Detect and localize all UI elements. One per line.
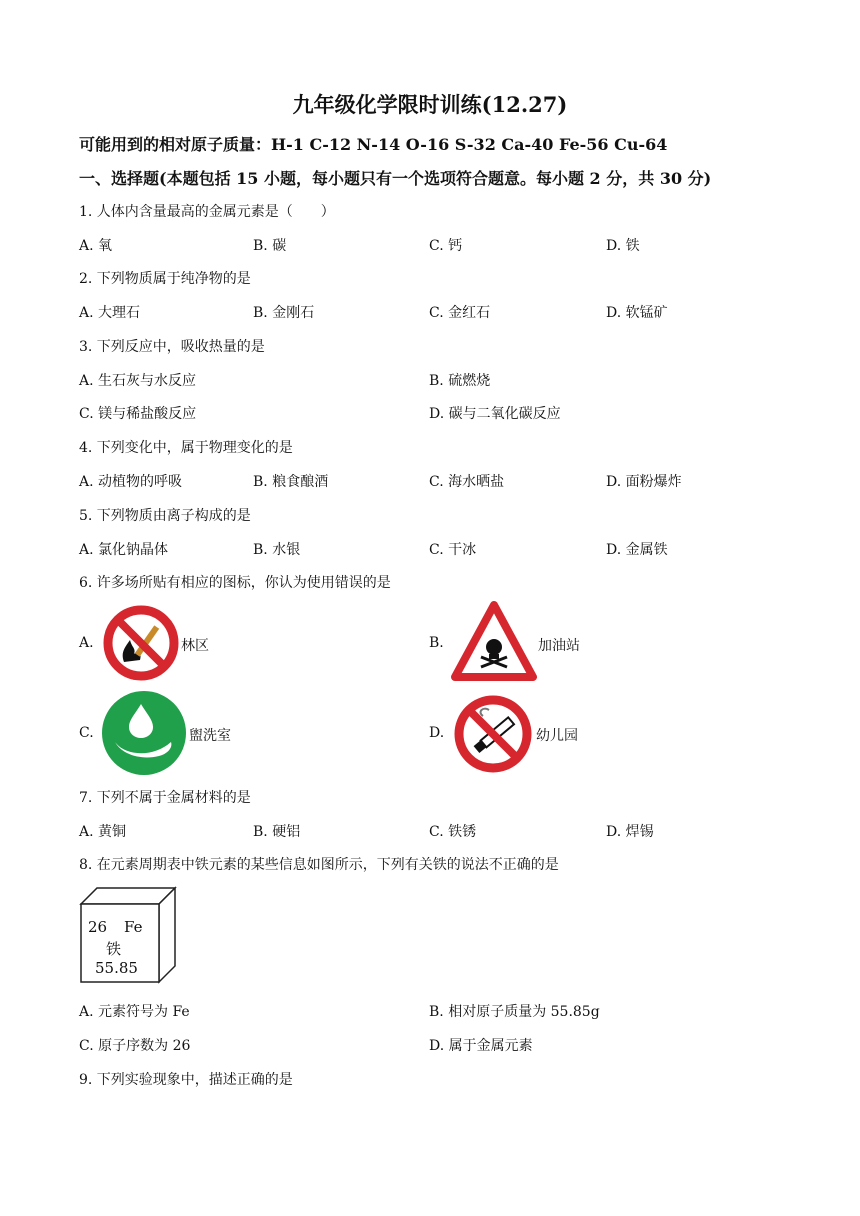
option-c[interactable]: C. 原子序数为 26 [79,1038,191,1054]
question-stem: 3. 下列反应中，吸收热量的是 [79,339,265,355]
page-title: 九年级化学限时训练(12.27) [292,92,568,117]
option-c[interactable]: C. 铁锈 [429,824,477,840]
option-a[interactable]: A. 动植物的呼吸 [79,474,183,490]
question-stem: 9. 下列实验现象中，描述正确的是 [79,1072,293,1088]
option-d[interactable]: D. 属于金属元素 [429,1038,533,1054]
option-a[interactable]: A. [79,635,94,651]
option-a[interactable]: A. 大理石 [79,305,141,321]
option-b[interactable]: B. [429,635,444,651]
no-smoking-sign-icon [453,694,533,774]
option-b[interactable]: B. 硬铝 [253,824,301,840]
question-stem: 6. 许多场所贴有相应的图标，你认为使用错误的是 [79,575,391,591]
option-c[interactable]: C. 干冰 [429,542,477,558]
atomic-mass: 55.85 [95,959,138,977]
option-a[interactable]: A. 氯化钠晶体 [79,542,169,558]
option-b[interactable]: B. 水银 [253,542,301,558]
option-d[interactable]: D. 面粉爆炸 [606,474,682,490]
question-stem: 7. 下列不属于金属材料的是 [79,790,251,806]
option-d[interactable]: D. 金属铁 [606,542,668,558]
no-fire-sign-icon [102,604,180,682]
option-c[interactable]: C. 镁与稀盐酸反应 [79,406,197,422]
option-a[interactable]: A. 黄铜 [79,824,127,840]
option-a[interactable]: A. 氧 [79,238,113,254]
save-water-sign-icon [101,690,187,776]
question-stem: 5. 下列物质由离子构成的是 [79,508,251,524]
option-c[interactable]: C. 海水晒盐 [429,474,505,490]
question-stem: 1. 人体内含量最高的金属元素是（ ） [79,204,335,220]
option-d[interactable]: D. [429,725,445,741]
question-stem: 2. 下列物质属于纯净物的是 [79,271,251,287]
option-b[interactable]: B. 碳 [253,238,287,254]
atomic-number: 26 [88,918,108,936]
option-a[interactable]: A. 元素符号为 Fe [79,1004,190,1020]
element-name: 铁 [106,940,122,958]
option-d[interactable]: D. 铁 [606,238,640,254]
option-c[interactable]: C. 金红石 [429,305,491,321]
option-b[interactable]: B. 相对原子质量为 55.85g [429,1004,600,1020]
option-a[interactable]: A. 生石灰与水反应 [79,373,197,389]
option-c[interactable]: C. [79,725,94,741]
question-stem: 8. 在元素周期表中铁元素的某些信息如图所示，下列有关铁的说法不正确的是 [79,857,559,873]
option-b[interactable]: B. 金刚石 [253,305,315,321]
toxic-warning-sign-icon [451,601,537,681]
place-label: 幼儿园 [536,728,578,744]
atomic-masses-line: 可能用到的相对原子质量：H-1 C-12 N-14 O-16 S-32 Ca-40 Fe-56 Cu-64 [79,135,668,154]
place-label: 加油站 [538,638,580,654]
option-c[interactable]: C. 钙 [429,238,463,254]
option-d[interactable]: D. 碳与二氧化碳反应 [429,406,561,422]
option-b[interactable]: B. 硫燃烧 [429,373,491,389]
place-label: 林区 [181,638,209,654]
section-heading: 一、选择题(本题包括 15 小题，每小题只有一个选项符合题意。每小题 2 分，共 30 分) [79,169,712,188]
option-b[interactable]: B. 粮食酿酒 [253,474,329,490]
place-label: 盥洗室 [189,728,231,744]
option-d[interactable]: D. 软锰矿 [606,305,668,321]
option-d[interactable]: D. 焊锡 [606,824,654,840]
element-symbol: Fe [124,918,143,936]
question-stem: 4. 下列变化中，属于物理变化的是 [79,440,293,456]
